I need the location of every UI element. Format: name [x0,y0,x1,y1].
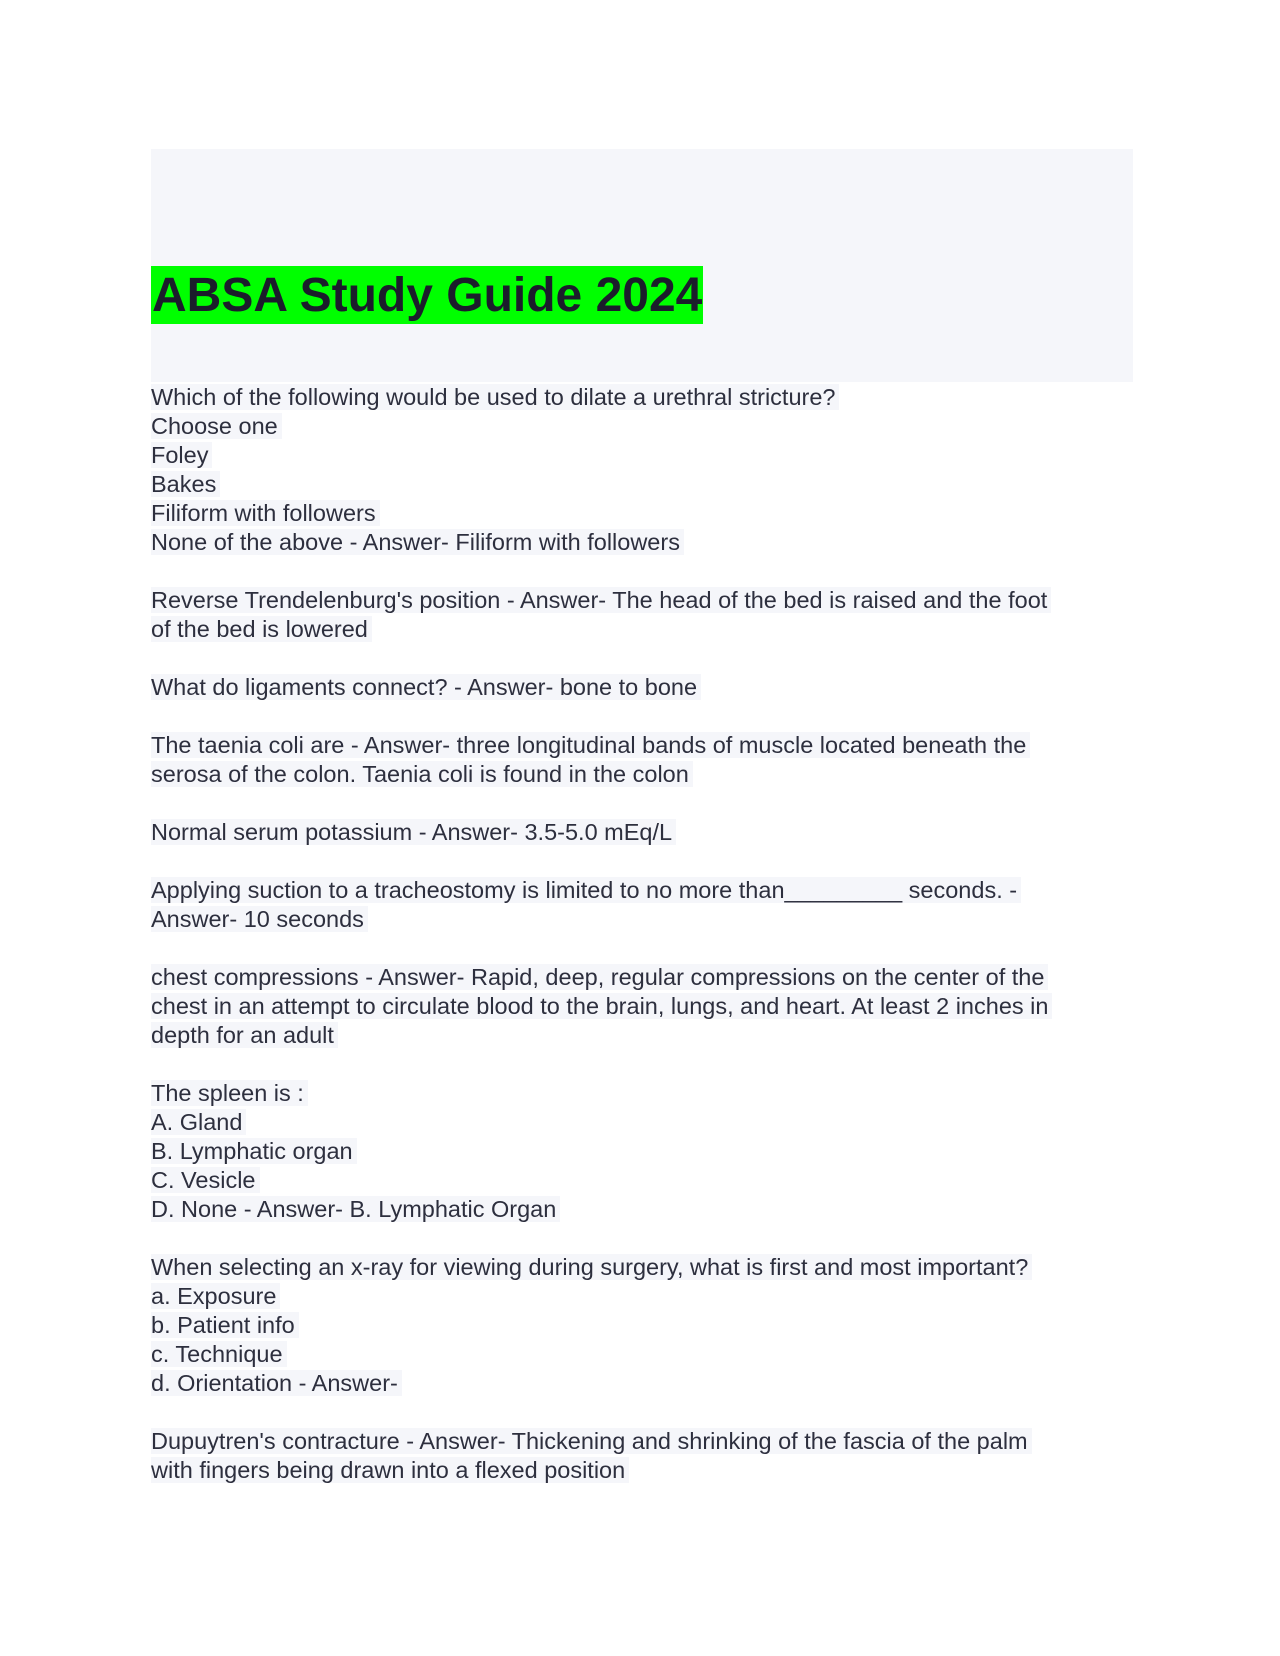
text-line-content: C. Vesicle [151,1167,260,1193]
text-line-content: None of the above - Answer- Filiform with followers [151,529,684,555]
qa-paragraph [151,1079,1131,1224]
text-line [151,383,1131,412]
text-line-content: depth for an adult [151,1022,338,1048]
text-line [151,818,1131,847]
text-line [151,586,1131,615]
text-line-content: The taenia coli are - Answer- three longitudinal bands of muscle located beneath the [151,732,1030,758]
text-line [151,1311,1131,1340]
qa-paragraph [151,383,1131,557]
text-line-content: The spleen is : [151,1080,308,1106]
text-line [151,1340,1131,1369]
text-line [151,615,1131,644]
text-line [151,760,1131,789]
text-line-content: a. Exposure [151,1283,280,1309]
text-line-content: Bakes [151,471,220,497]
text-line [151,1282,1131,1311]
text-line-content: c. Technique [151,1341,287,1367]
text-line [151,412,1131,441]
text-line-content: d. Orientation - Answer- [151,1370,402,1396]
text-line [151,441,1131,470]
text-line [151,1108,1131,1137]
text-line-content: Filiform with followers [151,500,380,526]
text-line [151,1427,1131,1456]
qa-paragraph [151,673,1131,702]
text-line [151,876,1131,905]
text-line [151,1253,1131,1282]
text-line [151,963,1131,992]
text-line-content: chest compressions - Answer- Rapid, deep, regular compressions on the center of the [151,964,1048,990]
text-line [151,731,1131,760]
text-line [151,1369,1131,1398]
text-line-content: Normal serum potassium - Answer- 3.5-5.0 mEq/L [151,819,676,845]
text-line [151,528,1131,557]
text-line-content: b. Patient info [151,1312,299,1338]
text-line-content: with fingers being drawn into a flexed position [151,1457,629,1483]
document-body [151,383,1131,1514]
text-line [151,1021,1131,1050]
text-line-content: What do ligaments connect? - Answer- bone to bone [151,674,701,700]
text-line-content: serosa of the colon. Taenia coli is found in the colon [151,761,693,787]
text-line [151,673,1131,702]
text-line-content: Dupuytren's contracture - Answer- Thickening and shrinking of the fascia of the palm [151,1428,1032,1454]
qa-paragraph [151,818,1131,847]
text-line-content: B. Lymphatic organ [151,1138,357,1164]
text-line-content: Choose one [151,413,282,439]
text-line [151,1166,1131,1195]
text-line-content: of the bed is lowered [151,616,372,642]
text-line [151,905,1131,934]
qa-paragraph [151,876,1131,934]
text-line [151,499,1131,528]
text-line [151,992,1131,1021]
document-title: ABSA Study Guide 2024 [151,266,703,324]
qa-paragraph [151,1253,1131,1398]
qa-paragraph [151,963,1131,1050]
qa-paragraph [151,731,1131,789]
text-line [151,1195,1131,1224]
text-line-content: D. None - Answer- B. Lymphatic Organ [151,1196,560,1222]
text-line-content: A. Gland [151,1109,246,1135]
qa-paragraph [151,1427,1131,1485]
qa-paragraph [151,586,1131,644]
text-line-content: Reverse Trendelenburg's position - Answer- The head of the bed is raised and the foot [151,587,1051,613]
text-line [151,470,1131,499]
text-line-content: When selecting an x-ray for viewing during surgery, what is first and most important? [151,1254,1032,1280]
text-line-content: Answer- 10 seconds [151,906,368,932]
text-line [151,1137,1131,1166]
text-line-content: Foley [151,442,212,468]
text-line-content: Which of the following would be used to dilate a urethral stricture? [151,384,839,410]
text-line-content: chest in an attempt to circulate blood to the brain, lungs, and heart. At least 2 inches in [151,993,1052,1019]
text-line [151,1456,1131,1485]
text-line-content: Applying suction to a tracheostomy is limited to no more than_________ seconds. - [151,877,1021,903]
text-line [151,1079,1131,1108]
